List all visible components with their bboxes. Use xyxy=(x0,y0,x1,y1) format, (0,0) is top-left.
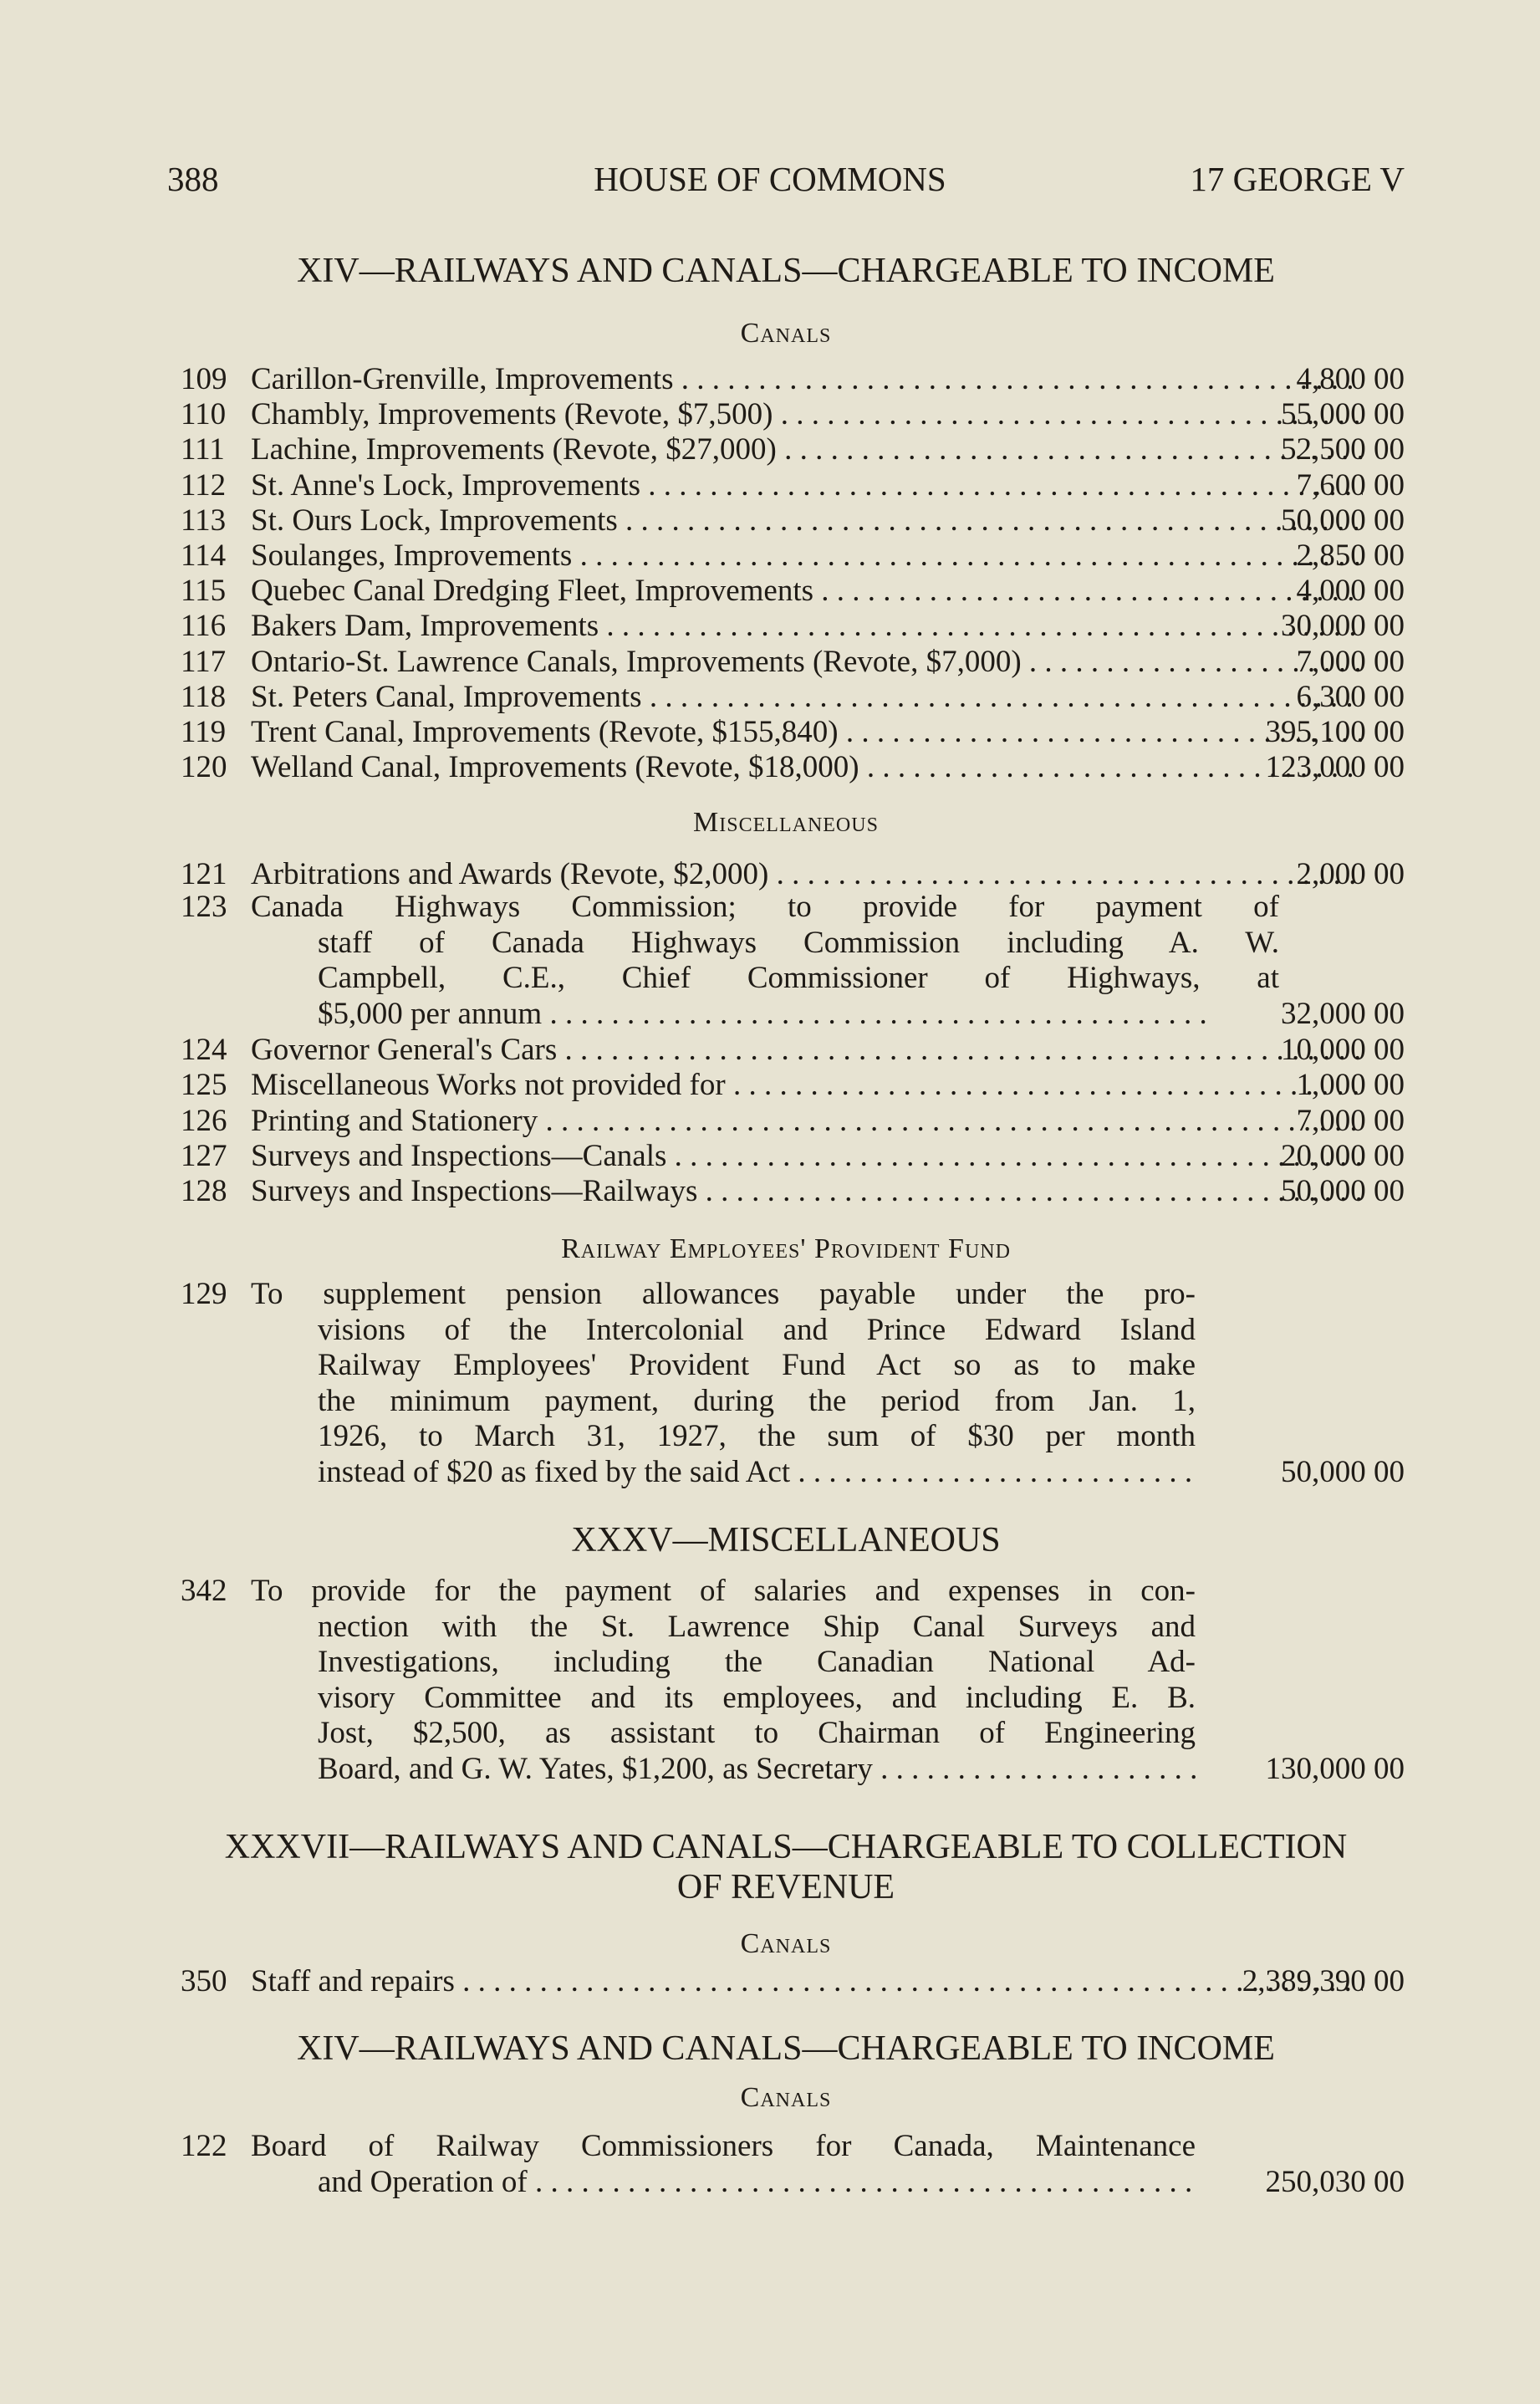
item-description: St. Anne's Lock, Improvements . . . xyxy=(251,467,1363,503)
item-number: 119 xyxy=(181,715,227,749)
desc-line: $5,000 per annum . . . xyxy=(251,997,1279,1033)
desc-line: To provide for the payment of salaries and expenses in con- xyxy=(251,1574,1196,1608)
running-title: HOUSE OF COMMONS xyxy=(594,160,946,198)
desc-line: Board of Railway Commissioners for Canada, Maintenance xyxy=(251,2129,1196,2163)
item-amount: 10,000 00 xyxy=(1281,1033,1405,1067)
item-amount: 2,000 00 xyxy=(1296,857,1405,891)
item-amount: 250,030 00 xyxy=(1265,2164,1405,2199)
item-description: Trent Canal, Improvements (Revote, $155,840) . . . xyxy=(251,714,1363,750)
item-description xyxy=(251,1574,1196,1787)
section-heading-xxxv: XXXV—MISCELLANEOUS xyxy=(571,1521,1001,1559)
desc-line: To supplement pension allowances payable under the pro- xyxy=(251,1277,1196,1311)
item-description: Surveys and Inspections—Canals . . . xyxy=(251,1138,1363,1174)
subheading-provident-fund: Railway Employees' Provident Fund xyxy=(561,1233,1011,1264)
item-description: Ontario-St. Lawrence Canals, Improvements (Revote, $7,000) . . . xyxy=(251,644,1363,680)
desc-line: visions of the Intercolonial and Prince Edward Island xyxy=(318,1312,1196,1347)
item-number: 342 xyxy=(181,1574,227,1608)
item-amount: 7,600 00 xyxy=(1296,467,1405,503)
item-amount: 30,000 00 xyxy=(1281,609,1405,644)
item-number: 109 xyxy=(181,362,227,396)
item-number: 128 xyxy=(181,1174,227,1209)
item-description: Surveys and Inspections—Railways . . . xyxy=(251,1173,1363,1209)
item-description: Quebec Canal Dredging Fleet, Improvements . . . xyxy=(251,573,1363,609)
item-amount: 55,000 00 xyxy=(1281,397,1405,432)
subheading-canals: Canals xyxy=(740,318,832,349)
item-number: 118 xyxy=(181,679,227,714)
item-amount: 123,000 00 xyxy=(1265,750,1405,785)
item-number: 121 xyxy=(181,857,227,891)
subheading-miscellaneous: Miscellaneous xyxy=(693,807,879,838)
item-number: 111 xyxy=(181,432,225,467)
item-amount: 7,000 00 xyxy=(1296,1103,1405,1138)
item-number: 127 xyxy=(181,1138,227,1173)
item-description: Bakers Dam, Improvements . . . xyxy=(251,608,1363,644)
item-amount: 1,000 00 xyxy=(1296,1068,1405,1103)
item-number: 124 xyxy=(181,1033,227,1067)
desc-line: nection with the St. Lawrence Ship Canal Surveys and xyxy=(318,1609,1196,1644)
item-amount: 6,300 00 xyxy=(1296,679,1405,714)
desc-line: Canada Highways Commission; to provide for payment of xyxy=(251,890,1279,924)
item-amount: 50,000 00 xyxy=(1281,503,1405,538)
item-description: Printing and Stationery . . . xyxy=(251,1103,1363,1139)
estimate-item-129 xyxy=(167,1277,1405,1494)
item-description: Welland Canal, Improvements (Revote, $18,000) . . . xyxy=(251,749,1363,785)
item-amount: 50,000 00 xyxy=(1281,1454,1405,1489)
desc-line: visory Committee and its employees, and including E. B. xyxy=(318,1680,1196,1715)
page-number: 388 xyxy=(167,160,219,198)
item-description: St. Peters Canal, Improvements . . . xyxy=(251,679,1363,715)
item-description: Carillon-Grenville, Improvements . . . xyxy=(251,361,1363,397)
item-description xyxy=(251,2129,1196,2200)
section-heading-xiv: XIV—RAILWAYS AND CANALS—CHARGEABLE TO INCOME xyxy=(297,252,1275,290)
item-number: 117 xyxy=(181,644,227,679)
desc-line: Jost, $2,500, as assistant to Chairman of Engineering xyxy=(318,1716,1196,1750)
subheading-canals-3: Canals xyxy=(740,2082,832,2113)
item-number: 123 xyxy=(181,890,227,924)
desc-line: Campbell, C.E., Chief Commissioner of Highways, at xyxy=(318,961,1279,995)
item-number: 126 xyxy=(181,1103,227,1138)
item-number: 114 xyxy=(181,538,227,573)
item-number: 110 xyxy=(181,397,227,432)
item-amount: 50,000 00 xyxy=(1281,1174,1405,1209)
item-description: Governor General's Cars . . . xyxy=(251,1032,1363,1068)
item-description xyxy=(251,890,1279,1032)
item-number: 122 xyxy=(181,2129,227,2163)
subheading-canals-2: Canals xyxy=(740,1928,832,1959)
regnal-year: 17 GEORGE V xyxy=(1190,160,1405,198)
item-number: 350 xyxy=(181,1964,227,1998)
heading-line: XXXVII—RAILWAYS AND CANALS—CHARGEABLE TO COLLECTION xyxy=(224,1828,1348,1866)
item-number: 112 xyxy=(181,467,227,503)
item-amount: 20,000 00 xyxy=(1281,1138,1405,1173)
section-heading-xiv-2: XIV—RAILWAYS AND CANALS—CHARGEABLE TO INCOME xyxy=(297,2029,1275,2068)
desc-line: instead of $20 as fixed by the said Act . . . xyxy=(251,1455,1196,1491)
item-amount: 7,000 00 xyxy=(1296,644,1405,679)
item-number: 113 xyxy=(181,503,227,538)
item-amount: 395,100 00 xyxy=(1265,715,1405,749)
item-number: 116 xyxy=(181,609,227,644)
item-description: Chambly, Improvements (Revote, $7,500) . . . xyxy=(251,396,1363,432)
item-amount: 2,389,390 00 xyxy=(1242,1964,1405,1998)
item-number: 120 xyxy=(181,750,227,785)
desc-line: and Operation of . . . xyxy=(251,2165,1196,2201)
item-amount: 4,800 00 xyxy=(1296,362,1405,396)
desc-line: the minimum payment, during the period from Jan. 1, xyxy=(318,1383,1196,1418)
item-description: Lachine, Improvements (Revote, $27,000) . . . xyxy=(251,431,1363,467)
desc-line: 1926, to March 31, 1927, the sum of $30 per month xyxy=(318,1419,1196,1453)
estimate-item-122 xyxy=(167,2129,1405,2204)
item-amount: 4,000 00 xyxy=(1296,574,1405,609)
item-amount: 2,850 00 xyxy=(1296,538,1405,573)
item-number: 129 xyxy=(181,1277,227,1311)
heading-line: OF REVENUE xyxy=(676,1868,895,1906)
item-description: St. Ours Lock, Improvements . . . xyxy=(251,503,1363,538)
item-description: Staff and repairs . . . xyxy=(251,1963,1363,1999)
estimate-item-342 xyxy=(167,1574,1405,1791)
item-description: Arbitrations and Awards (Revote, $2,000) . . . xyxy=(251,856,1363,892)
item-description: Soulanges, Improvements . . . xyxy=(251,538,1363,574)
desc-line: Investigations, including the Canadian National Ad- xyxy=(318,1645,1196,1679)
item-amount: 52,500 00 xyxy=(1281,432,1405,467)
section-heading-xxxvii xyxy=(167,1827,1405,1907)
item-amount: 32,000 00 xyxy=(1281,996,1405,1031)
desc-line: Railway Employees' Provident Fund Act so as to make xyxy=(318,1348,1196,1382)
item-description: Miscellaneous Works not provided for . . . xyxy=(251,1067,1363,1103)
estimate-item-123 xyxy=(167,890,1405,1032)
item-number: 125 xyxy=(181,1068,227,1103)
item-amount: 130,000 00 xyxy=(1265,1751,1405,1786)
desc-line: Board, and G. W. Yates, $1,200, as Secretary . . . xyxy=(251,1752,1196,1788)
desc-line: staff of Canada Highways Commission including A. W. xyxy=(318,925,1279,960)
item-description xyxy=(251,1277,1196,1490)
item-number: 115 xyxy=(181,574,227,609)
